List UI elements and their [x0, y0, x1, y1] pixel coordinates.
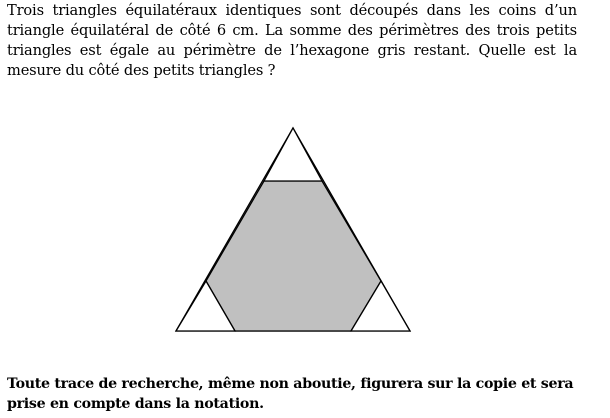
left-corner-triangle — [176, 281, 235, 331]
top-corner-triangle — [264, 128, 322, 181]
right-corner-triangle — [351, 281, 410, 331]
outer-triangle — [176, 128, 410, 331]
footer-note: Toute trace de recherche, même non aboutie, figurera sur la copie et sera prise en compte dans la notation. — [7, 376, 574, 412]
grey-hexagon — [206, 181, 381, 331]
problem-statement: Trois triangles équilatéraux identiques sont découpés dans les coins d’un triangle équilatéral de côté 6 cm. La somme des périmètres des trois petits triangles est égale au périmètre de l’hexagone gris restant. Quelle est la mesure du côté des petits triangles ? — [7, 2, 577, 79]
